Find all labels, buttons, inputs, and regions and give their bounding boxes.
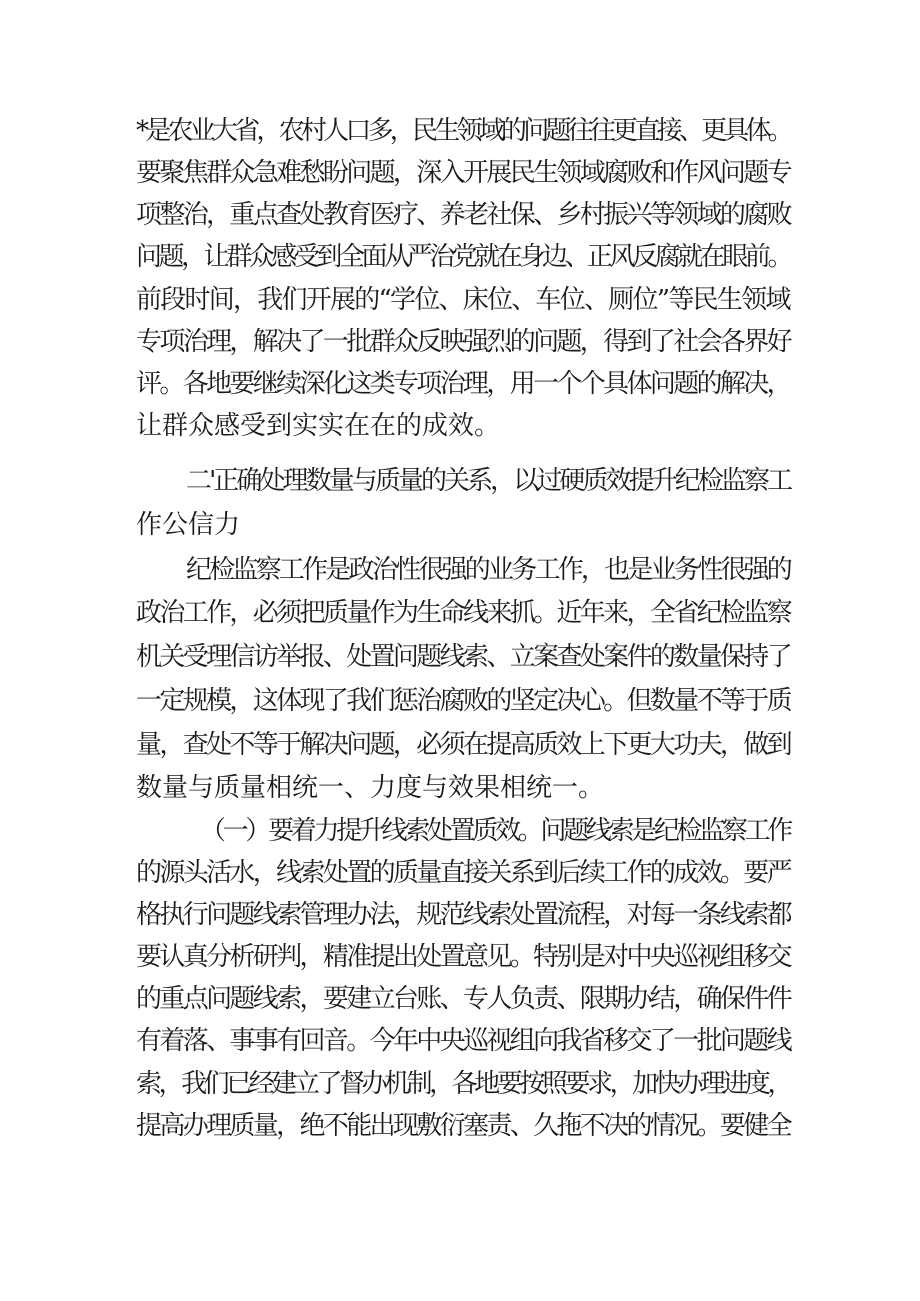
text-line: 问题，让群众感受到全面从严治党就在身边、正风反腐就在眼前。 bbox=[136, 242, 791, 272]
text-line: *是农业大省，农村人口多，民生领域的问题往往更直接、更具体。 bbox=[136, 116, 791, 146]
text-line: 项整治，重点查处教育医疗、养老社保、乡村振兴等领域的腐败 bbox=[136, 200, 791, 230]
text-line: 纪检监察工作是政治性很强的业务工作，也是业务性很强的 bbox=[186, 555, 791, 585]
heading-line: 作公信力 bbox=[136, 510, 241, 540]
text-line: 的重点问题线索，要建立台账、专人负责、限期办结，确保件件 bbox=[136, 984, 791, 1014]
text-line: 评。各地要继续深化这类专项治理，用一个个具体问题的解决， bbox=[136, 369, 791, 399]
text-line: 的源头活水，线索处置的质量直接关系到后续工作的成效。要严 bbox=[136, 858, 791, 888]
text-line: 要认真分析研判，精准提出处置意见。特别是对中央巡视组移交 bbox=[136, 942, 791, 972]
text-line: 格执行问题线索管理办法，规范线索处置流程，对每一条线索都 bbox=[136, 900, 791, 930]
heading-line: 二'正确处理数量与质量的关系，以过硬质效提升纪检监察工 bbox=[186, 466, 791, 496]
text-line: 提高办理质量，绝不能出现敷衍塞责、久拖不决的情况。要健全 bbox=[136, 1111, 791, 1141]
text-line: 让群众感受到实实在在的成效。 bbox=[136, 411, 501, 441]
text-line: 数量与质量相统一、力度与效果相统一。 bbox=[136, 773, 605, 803]
text-line: 量，查处不等于解决问题，必须在提高质效上下更大功夫，做到 bbox=[136, 730, 791, 760]
text-line: 专项治理，解决了一批群众反映强烈的问题，得到了社会各界好 bbox=[136, 327, 791, 357]
text-line: 有着落、事事有回音。今年中央巡视组向我省移交了一批问题线 bbox=[136, 1026, 791, 1056]
text-line: 要聚焦群众急难愁盼问题，深入开展民生领域腐败和作风问题专 bbox=[136, 158, 791, 188]
text-line: （一）要着力提升线索处置质效。问题线索是纪检监察工作 bbox=[200, 816, 791, 846]
text-line: 政治工作，必须把质量作为生命线来抓。近年来，全省纪检监察 bbox=[136, 598, 791, 628]
text-line: 前段时间，我们开展的“学位、床位、车位、厕位”等民生领域 bbox=[136, 285, 790, 315]
text-line: 索，我们已经建立了督办机制，各地要按照要求，加快办理进度， bbox=[136, 1069, 791, 1099]
text-line: 一定规模，这体现了我们惩治腐败的坚定决心。但数量不等于质 bbox=[136, 686, 791, 716]
text-line: 机关受理信访举报、处置问题线索、立案查处案件的数量保持了 bbox=[136, 642, 791, 672]
